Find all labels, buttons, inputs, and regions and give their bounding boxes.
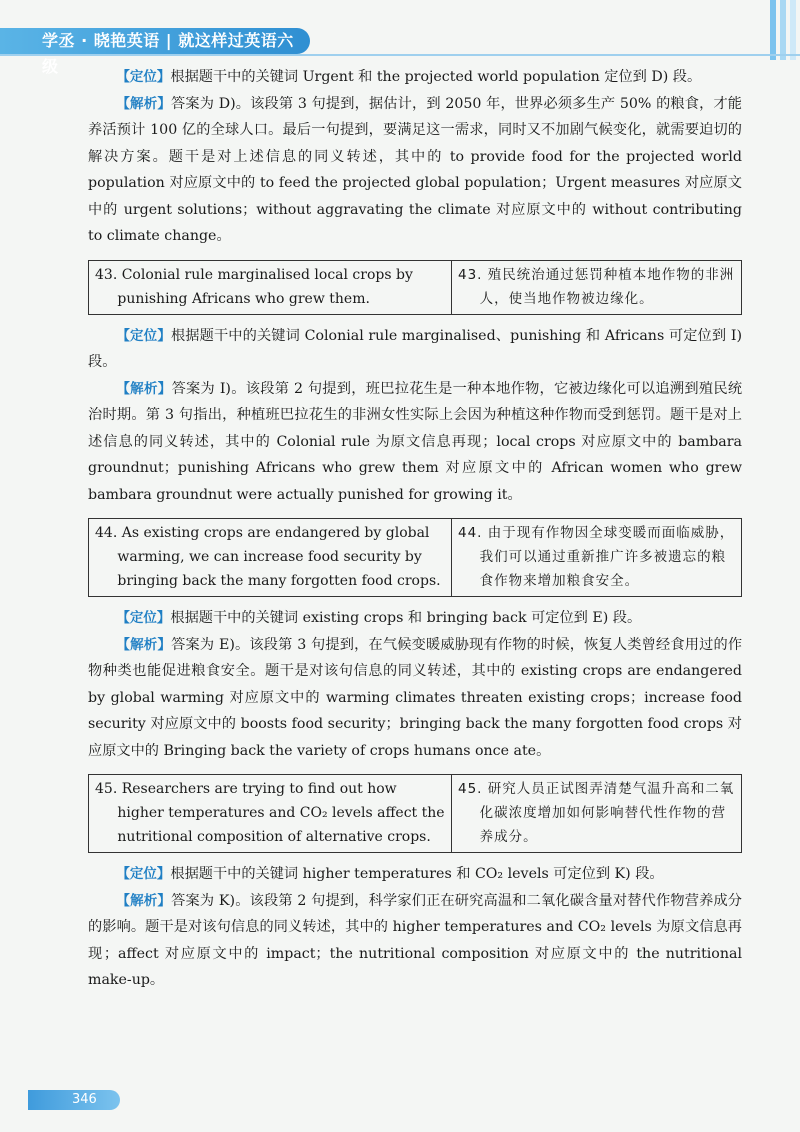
page-content [88, 64, 742, 994]
q45-analysis [88, 888, 742, 994]
analysis-label: 【解析】 [116, 380, 172, 397]
locate-label: 【定位】 [116, 610, 171, 626]
q42-analysis [88, 91, 742, 250]
q43-analysis-text: 答案为 I)。该段第 2 句提到，班巴拉花生是一种本地作物，它被边缘化可以追溯到殖民统治时期。第 3 句指出，种植班巴拉花生的非洲女性实际上会因为种植这种作物而受到惩罚。题干是对上述信息的同义转述，其中的 Colonial rule 为原文信息再现；local crops 对应原文中的 bambara groundnut；punishing Africans who grew them 对应原文中的 African women who grew bambara groundnut were actually punished for growing it。 [88, 380, 743, 503]
q44-chinese: 44. 由于现有作物因全球变暖而面临威胁，我们可以通过重新推广许多被遗忘的粮食作物来增加粮食安全。 [452, 519, 742, 597]
q45-english: 45. Researchers are trying to find out how higher temperatures and CO₂ levels affect the nutritional composition of alternative crops. [89, 775, 452, 853]
header-title: 学丞 · 晓艳英语 | 就这样过英语六级 [0, 28, 310, 54]
q43-table [88, 260, 742, 315]
q45-chinese: 45. 研究人员正试图弄清楚气温升高和二氧化碳浓度增加如何影响替代性作物的营养成分。 [452, 775, 742, 853]
q45-locate [88, 861, 742, 888]
header-divider [0, 54, 800, 56]
q44-locate-text: 根据题干中的关键词 existing crops 和 bringing back 可定位到 E) 段。 [170, 610, 642, 626]
page-number: 346 [28, 1090, 120, 1110]
q43-analysis [88, 376, 742, 509]
analysis-label: 【解析】 [116, 95, 172, 112]
q42-locate-text: 根据题干中的关键词 Urgent 和 the projected world population 定位到 D) 段。 [170, 69, 702, 85]
analysis-label: 【解析】 [116, 636, 172, 653]
analysis-label: 【解析】 [116, 892, 172, 909]
q45-locate-text: 根据题干中的关键词 higher temperatures 和 CO₂ levels 可定位到 K) 段。 [170, 866, 664, 882]
q44-analysis-text: 答案为 E)。该段第 3 句提到，在气候变暖威胁现有作物的时候，恢复人类曾经食用过的作物种类也能促进粮食安全。题干是对该句信息的同义转述，其中的 existing crops are endangered by global warming 对应原文中的 warming climates threaten existing crops；increase food security 对应原文中的 boosts food security；bringing back the many forgotten food crops 对应原文中的 Bringing back the variety of crops humans once ate。 [88, 636, 743, 759]
locate-label: 【定位】 [116, 327, 171, 344]
q43-locate [88, 323, 742, 376]
q42-locate [88, 64, 742, 91]
q45-analysis-text: 答案为 K)。该段第 2 句提到，科学家们正在研究高温和二氧化碳含量对替代作物营养成分的影响。题干是对该句信息的同义转述，其中的 higher temperatures and CO₂ levels 为原文信息再现；affect 对应原文中的 impact；the nutritional composition 对应原文中的 the nutritional make-up。 [88, 892, 742, 988]
locate-label: 【定位】 [116, 69, 171, 85]
q44-table [88, 518, 742, 597]
q44-locate [88, 605, 742, 632]
corner-decoration [740, 0, 800, 60]
q44-analysis [88, 632, 742, 765]
q43-locate-text: 根据题干中的关键词 Colonial rule marginalised、punishing 和 Africans 可定位到 I) 段。 [88, 327, 742, 370]
q43-chinese: 43. 殖民统治通过惩罚种植本地作物的非洲人，使当地作物被边缘化。 [452, 260, 742, 314]
q45-table [88, 774, 742, 853]
q43-english: 43. Colonial rule marginalised local crops by punishing Africans who grew them. [89, 260, 452, 314]
q42-analysis-text: 答案为 D)。该段第 3 句提到，据估计，到 2050 年，世界必须多生产 50% 的粮食，才能养活预计 100 亿的全球人口。最后一句提到，要满足这一需求，同时又不加剧气候变化，就需要迫切的解决方案。题干是对上述信息的同义转述，其中的 to provide food for the projected world population 对应原文中的 to feed the projected global population；Urgent measures 对应原文中的 urgent solutions；without aggravating the climate 对应原文中的 without contributing to climate change。 [88, 95, 742, 244]
q44-english: 44. As existing crops are endangered by global warming, we can increase food security by bringing back the many forgotten food crops. [89, 519, 452, 597]
locate-label: 【定位】 [116, 866, 171, 882]
